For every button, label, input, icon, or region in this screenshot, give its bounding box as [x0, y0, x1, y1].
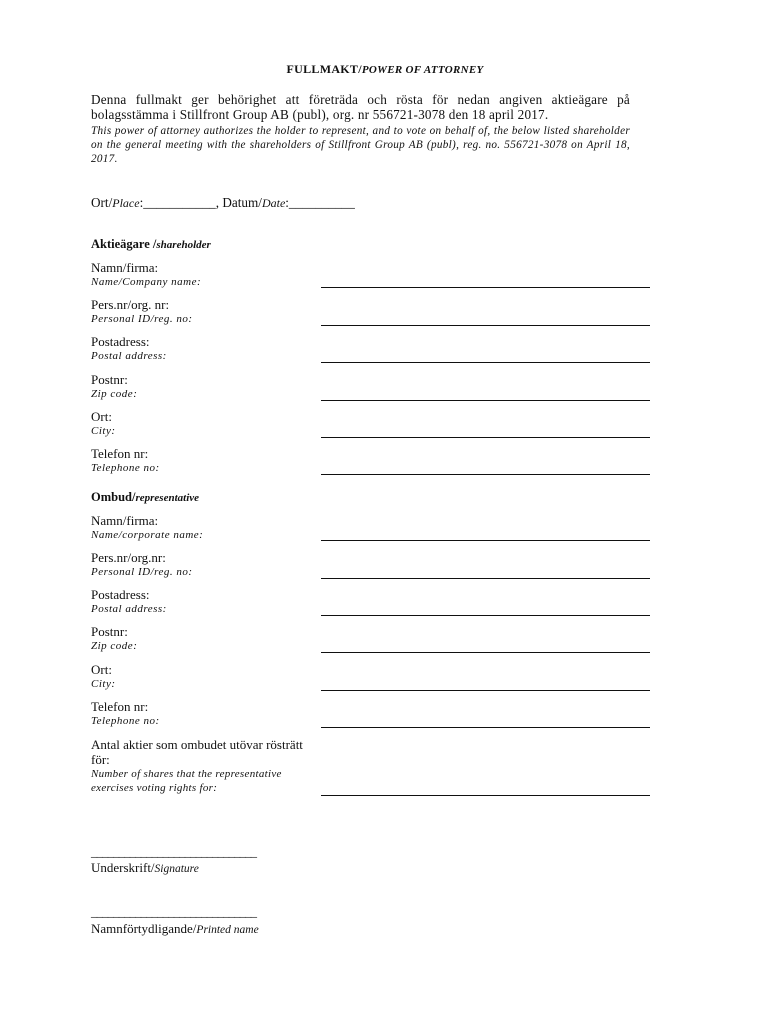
printed-name-label: Namnförtydligande/Printed name: [91, 921, 259, 936]
representative-shares-label: Antal aktier som ombudet utövar rösträtt för: Number of shares that the representative exercises voting rights for:: [91, 737, 303, 794]
representative-name-field[interactable]: [321, 540, 650, 541]
title-italic: POWER OF ATTORNEY: [361, 64, 484, 76]
shareholder-id-label: Pers.nr/org. nr: Personal ID/reg. no:: [91, 297, 193, 325]
signature-label: Underskrift/Signature: [91, 860, 199, 875]
shareholder-phone-field[interactable]: [321, 474, 650, 475]
title-bold: FULLMAKT/: [286, 62, 362, 76]
shareholder-name-field[interactable]: [321, 287, 650, 288]
shareholder-city-field[interactable]: [321, 437, 650, 438]
shareholder-address-field[interactable]: [321, 362, 650, 363]
shareholder-address-label: Postadress: Postal address:: [91, 334, 167, 362]
representative-address-field[interactable]: [321, 615, 650, 616]
signature-line[interactable]: ______________________________: [91, 844, 256, 859]
shareholder-zip-label: Postnr: Zip code:: [91, 372, 138, 400]
shareholder-city-label: Ort: City:: [91, 409, 116, 437]
intro-english: This power of attorney authorizes the holder to represent, and to vote on behalf of, the below listed shareholder on the general meeting with the shareholders of Stillfront Group AB (publ), reg. no. 556721-3078 on April 18, 2017.: [91, 125, 630, 165]
shareholder-name-label: Namn/firma: Name/Company name:: [91, 260, 202, 288]
representative-zip-label: Postnr: Zip code:: [91, 624, 138, 652]
representative-id-field[interactable]: [321, 578, 650, 579]
shareholder-heading: Aktieägare /shareholder: [91, 237, 211, 251]
shareholder-zip-field[interactable]: [321, 400, 650, 401]
representative-phone-field[interactable]: [321, 727, 650, 728]
representative-heading: Ombud/representative: [91, 490, 200, 504]
representative-city-label: Ort: City:: [91, 662, 116, 690]
representative-shares-field[interactable]: [321, 795, 650, 796]
shareholder-id-field[interactable]: [321, 325, 650, 326]
representative-name-label: Namn/firma: Name/corporate name:: [91, 513, 204, 541]
place-date-line[interactable]: Ort/Place:___________, Datum/Date:__________: [91, 195, 355, 210]
shareholder-phone-label: Telefon nr: Telephone no:: [91, 446, 160, 474]
intro-swedish: Denna fullmakt ger behörighet att företräda och rösta för nedan angiven aktieägare på bolagsstämma i Stillfront Group AB (publ), org. nr 556721-3078 den 18 april 2017.: [91, 92, 630, 122]
representative-zip-field[interactable]: [321, 652, 650, 653]
representative-address-label: Postadress: Postal address:: [91, 587, 167, 615]
representative-city-field[interactable]: [321, 690, 650, 691]
printed-name-line[interactable]: ______________________________: [91, 904, 256, 919]
page-title: [0, 62, 770, 77]
representative-id-label: Pers.nr/org.nr: Personal ID/reg. no:: [91, 550, 193, 578]
representative-phone-label: Telefon nr: Telephone no:: [91, 699, 160, 727]
